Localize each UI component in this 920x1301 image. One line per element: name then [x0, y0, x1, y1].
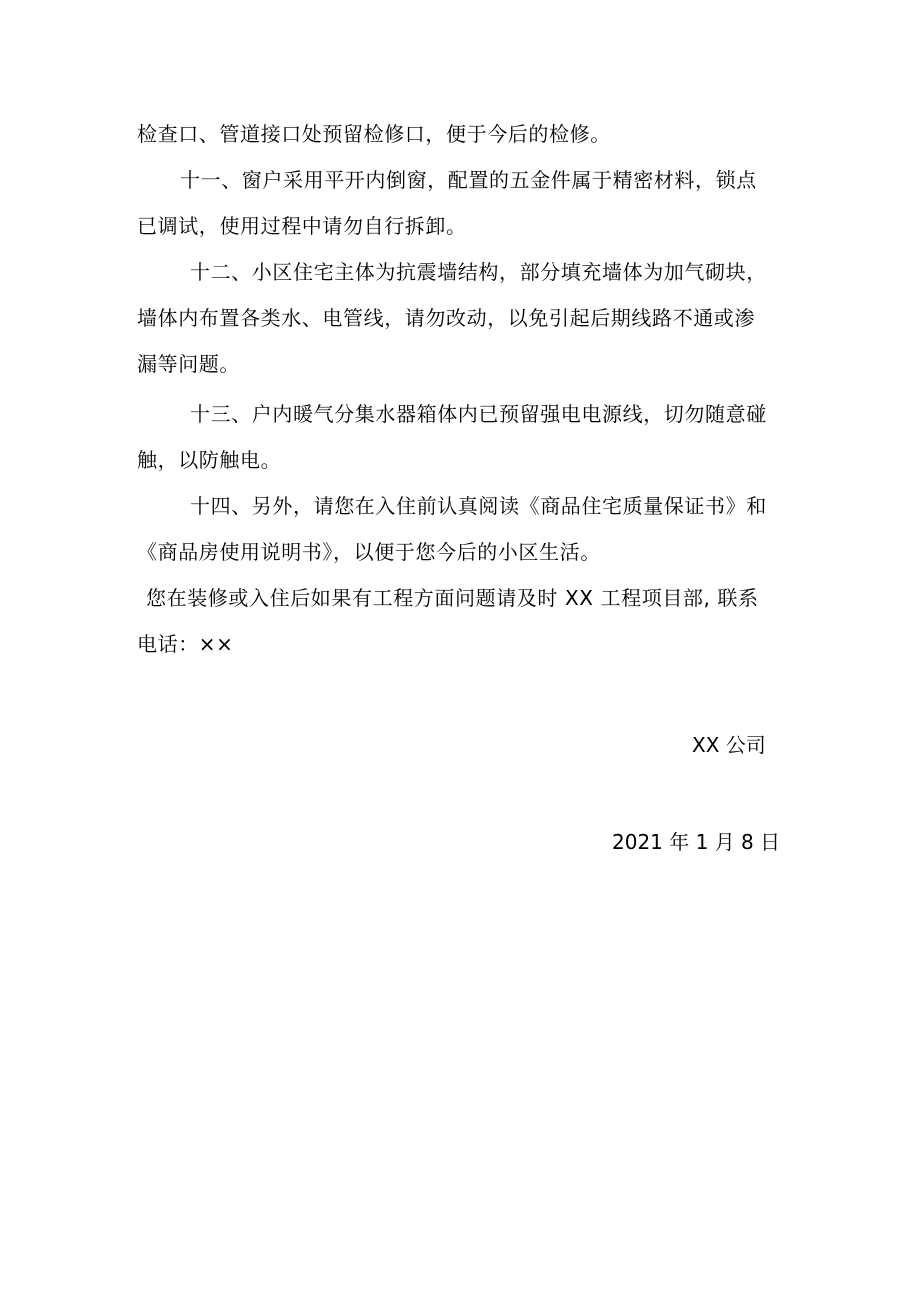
paragraph-line: 已调试，使用过程中请勿自行拆卸。 — [137, 214, 467, 238]
paragraph-line: 《商品房使用说明书》，以便于您今后的小区生活。 — [137, 540, 601, 564]
paragraph-line: 漏等问题。 — [137, 352, 240, 376]
paragraph-line: 十二、小区住宅主体为抗震墙结构，部分填充墙体为加气砌块， — [190, 260, 767, 284]
paragraph-line: 触，以防触电。 — [137, 448, 282, 472]
paragraph-line: 检查口、管道接口处预留检修口，便于今后的检修。 — [137, 122, 611, 146]
document-date: 2021 年 1 月 8 日 — [612, 830, 781, 854]
paragraph-line: 墙体内布置各类水、电管线，请勿改动，以免引起后期线路不通或渗 — [137, 306, 755, 330]
paragraph-line: 十四、另外，请您在入住前认真阅读《商品住宅质量保证书》和 — [190, 494, 767, 518]
paragraph-line: 十一、窗户采用平开内倒窗，配置的五金件属于精密材料，锁点 — [180, 168, 757, 192]
paragraph-line: 十三、户内暖气分集水器箱体内已预留强电电源线，切勿随意碰 — [190, 402, 767, 426]
company-signature: XX 公司 — [692, 733, 766, 757]
paragraph-line: 您在装修或入住后如果有工程方面问题请及时 XX 工程项目部, 联系 — [146, 586, 759, 610]
paragraph-line: 电话：×× — [137, 632, 234, 656]
